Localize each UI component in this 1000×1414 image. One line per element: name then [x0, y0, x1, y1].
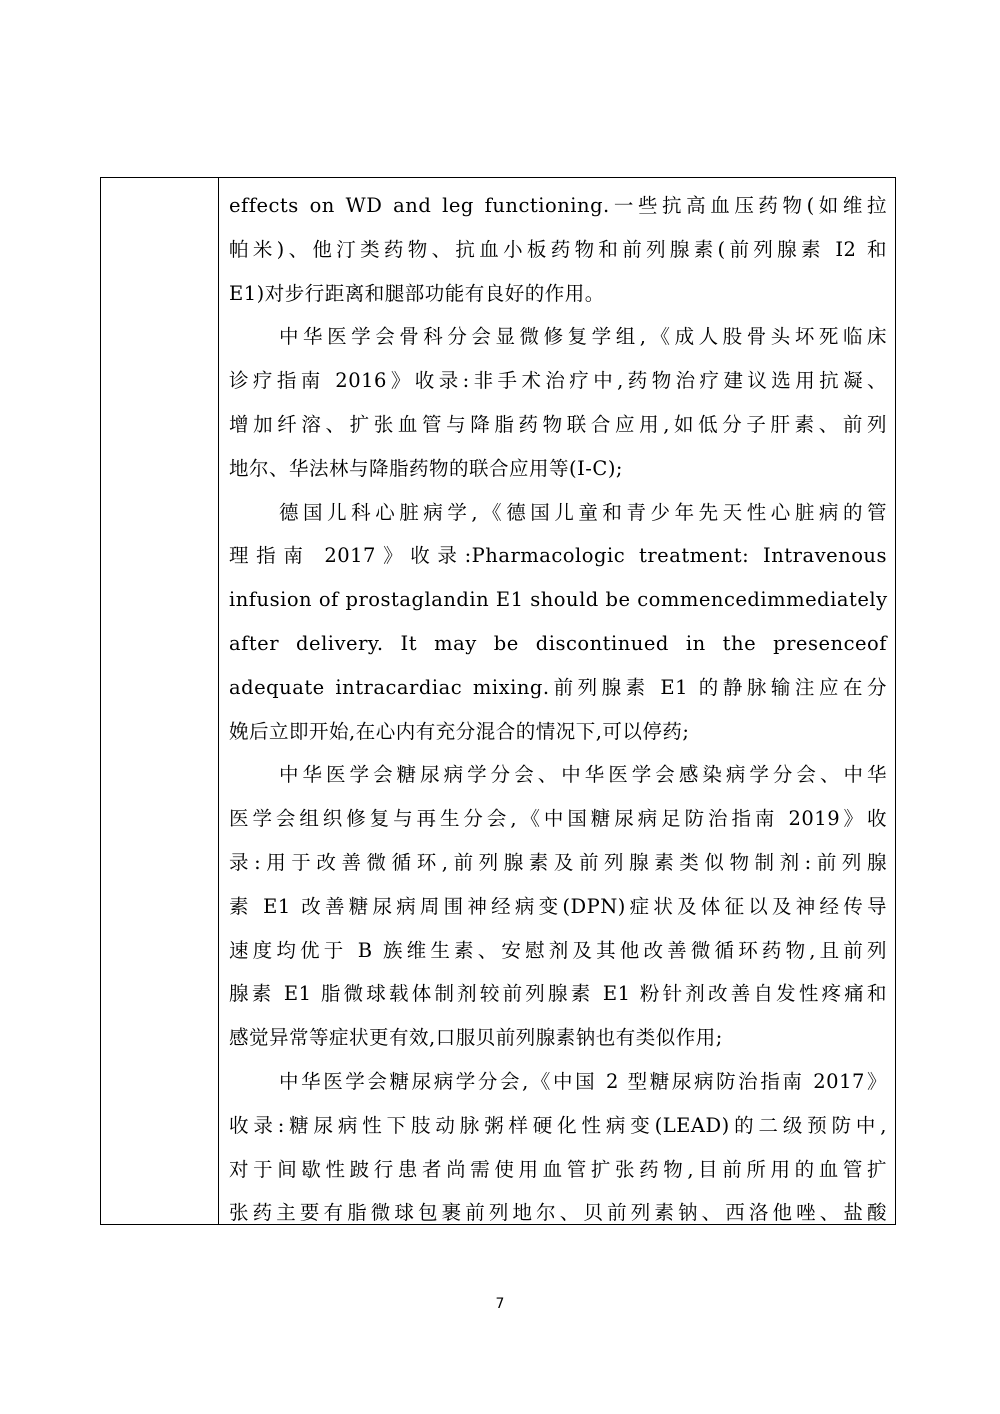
- paragraph-start-line: 中华医学会骨科分会显微修复学组,《成人股骨头坏死临床: [279, 325, 887, 349]
- content-table: [100, 177, 896, 1225]
- paragraph-start-line: 中华医学会糖尿病学分会,《中国 2 型糖尿病防治指南 2017》: [279, 1069, 887, 1093]
- text-line: 录:用于改善微循环,前列腺素及前列腺素类似物制剂:前列腺: [229, 850, 887, 874]
- text-line: 速度均优于 B 族维生素、安慰剂及其他改善微循环药物,且前列: [229, 938, 887, 962]
- text-line: 理指南 2017》收录:Pharmacologic treatment: Intravenous: [229, 544, 887, 568]
- text-line: 诊疗指南 2016》收录:非手术治疗中,药物治疗建议选用抗凝、: [229, 369, 887, 393]
- text-line: 娩后立即开始,在心内有充分混合的情况下,可以停药;: [229, 719, 690, 743]
- text-line: 医学会组织修复与再生分会,《中国糖尿病足防治指南 2019》收: [229, 807, 887, 831]
- table-right-cell: [219, 178, 895, 1224]
- text-line: 素 E1 改善糖尿病周围神经病变(DPN)症状及体征以及神经传导: [229, 894, 887, 918]
- text-line: infusion of prostaglandin E1 should be commencedimmediately: [229, 588, 888, 612]
- page-number: 7: [495, 1296, 505, 1312]
- text-line: 腺素 E1 脂微球载体制剂较前列腺素 E1 粉针剂改善自发性疼痛和: [229, 982, 887, 1006]
- text-line: 感觉异常等症状更有效,口服贝前列腺素钠也有类似作用;: [229, 1026, 723, 1050]
- text-line: 收录:糖尿病性下肢动脉粥样硬化性病变(LEAD)的二级预防中,: [229, 1113, 887, 1137]
- text-line: 对于间歇性跛行患者尚需使用血管扩张药物,目前所用的血管扩: [229, 1157, 887, 1181]
- paragraph-start-line: 中华医学会糖尿病学分会、中华医学会感染病学分会、中华: [279, 763, 887, 787]
- text-line: 帕米)、他汀类药物、抗血小板药物和前列腺素(前列腺素 I2 和: [229, 237, 887, 261]
- text-line: 张药主要有脂微球包裹前列地尔、贝前列素钠、西洛他唑、盐酸: [229, 1201, 887, 1224]
- text-line: adequate intracardiac mixing.前列腺素 E1 的静脉输注应在分: [229, 675, 887, 699]
- text-line: after delivery. It may be discontinued in the presenceof: [229, 631, 887, 655]
- text-line: effects on WD and leg functioning.一些抗高血压药物(如维拉: [229, 194, 887, 217]
- text-line: 增加纤溶、扩张血管与降脂药物联合应用,如低分子肝素、前列: [229, 412, 887, 436]
- text-line: 地尔、华法林与降脂药物的联合应用等(I-C);: [229, 456, 623, 480]
- text-line: E1)对步行距离和腿部功能有良好的作用。: [229, 281, 605, 305]
- paragraph-start-line: 德国儿科心脏病学,《德国儿童和青少年先天性心脏病的管: [279, 500, 887, 524]
- table-left-cell: [101, 178, 219, 1224]
